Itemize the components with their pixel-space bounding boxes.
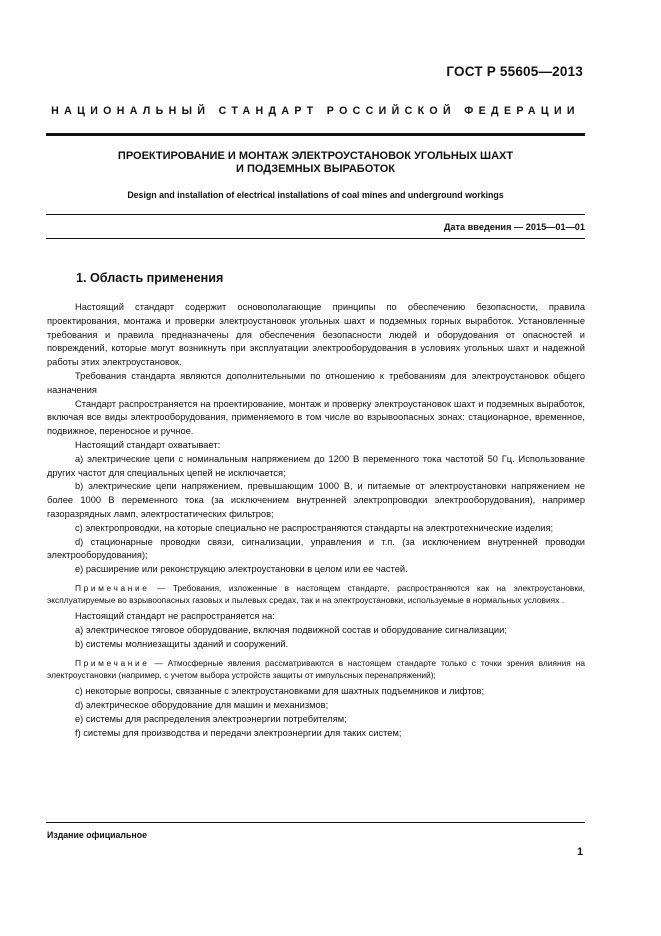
document-title [46,150,585,176]
list-item: c) электропроводки, на которые специально не распространяются стандарты на электротехнические изделия; [75,522,554,533]
english-title: Design and installation of electrical installations of coal mines and underground workings [127,190,504,200]
paragraph: Настоящий стандарт охватывает: [75,439,221,450]
list-item: d) электрическое оборудование для машин и механизмов; [75,699,329,710]
title-divider [46,214,585,215]
list-item: e) системы для распределения электроэнергии потребителям; [75,713,347,724]
list-item: a) электрические цепи с номинальным напряжением до 1200 В переменного тока частотой 50 Гц. Использование других частот для специальных цепей не исключается; [47,453,585,478]
introduction-date: Дата введения — 2015—01—01 [443,222,585,232]
note-text: — Требования, изложенные в настоящем стандарте, распространяются как на электроустановки, эксплуатируемые во взрывоопасных газовых и пылевых средах, так и на электроустановки, используемые в нормальных условиях . [47,582,585,606]
section-heading: 1. Область применения [76,271,224,285]
paragraph: Настоящий стандарт не распространяется на: [75,611,275,622]
note-text: — Атмосферные явления рассматриваются в настоящем стандарте только с точки зрения влияния на электроустановки (например, с учетом выбора устройств защиты от импульсных перенапряжений); [47,657,585,680]
list-item: a) электрическое тяговое оборудование, включая подвижной состав и оборудование сигнализации; [75,625,507,636]
list-item: e) расширение или реконструкцию электроустановки в целом или ее частей. [75,564,408,575]
header-rule [46,133,585,136]
note [47,657,585,681]
section-body [47,296,585,740]
title-line-1: ПРОЕКТИРОВАНИЕ И МОНТАЖ ЭЛЕКТРОУСТАНОВОК УГОЛЬНЫХ ШАХТ [117,150,514,162]
document-number: ГОСТ Р 55605—2013 [446,64,583,79]
paragraph: Настоящий стандарт содержит основополагающие принципы по обеспечению безопасности, правила проектирования, монтажа и проверки электроустановок угольных шахт и подземных горных выработок. Установленные требования и правила предназначены для обеспечения безопасности людей и оборудования от опасностей и повреждений, которые могут возникнуть при эксплуатации электрооборудования в условиях угольных шахт и надежной работы этих электроустановок. [47,302,585,368]
footer-rule [46,822,585,823]
page-number: 1 [577,846,583,858]
note-label: Примечание [75,582,150,593]
list-item: b) электрические цепи напряжением, превышающим 1000 В, и питаемые от электроустановки напряжением не более 1000 В переменного тока (за исключением внутренней электропроводки электрооборудования), например газоразрядных ламп, электростатических фильтров; [47,481,585,519]
official-edition-label: Издание официальное [47,830,147,840]
title-line-2: И ПОДЗЕМНЫХ ВЫРАБОТОК [236,163,395,175]
note-label: Примечание [75,657,150,668]
list-item: b) системы молниезащиты зданий и сооружений. [75,638,289,649]
national-standard-heading: НАЦИОНАЛЬНЫЙ СТАНДАРТ РОССИЙСКОЙ ФЕДЕРАЦИИ [51,105,580,117]
note [47,582,585,606]
paragraph: Стандарт распространяется на проектирование, монтаж и проверку электроустановок шахт и подземных выработок, включая все виды электрооборудования, применяемого в том числе во взрывоопасных зонах: стационарное, временное, подвижное, переносное и ручное. [47,398,585,437]
date-divider [46,238,585,239]
list-item: c) некоторые вопросы, связанные с электроустановками для шахтных подъемников и лифтов; [75,686,485,697]
paragraph: Требования стандарта являются дополнительными по отношению к требованиям для электроустановок общего назначения [47,370,585,395]
list-item: d) стационарные проводки связи, сигнализации, управления и т.п. (за исключением внутренней проводки электрооборудования); [47,536,585,561]
list-item: f) системы для производства и передачи электроэнергии для таких систем; [75,727,402,738]
